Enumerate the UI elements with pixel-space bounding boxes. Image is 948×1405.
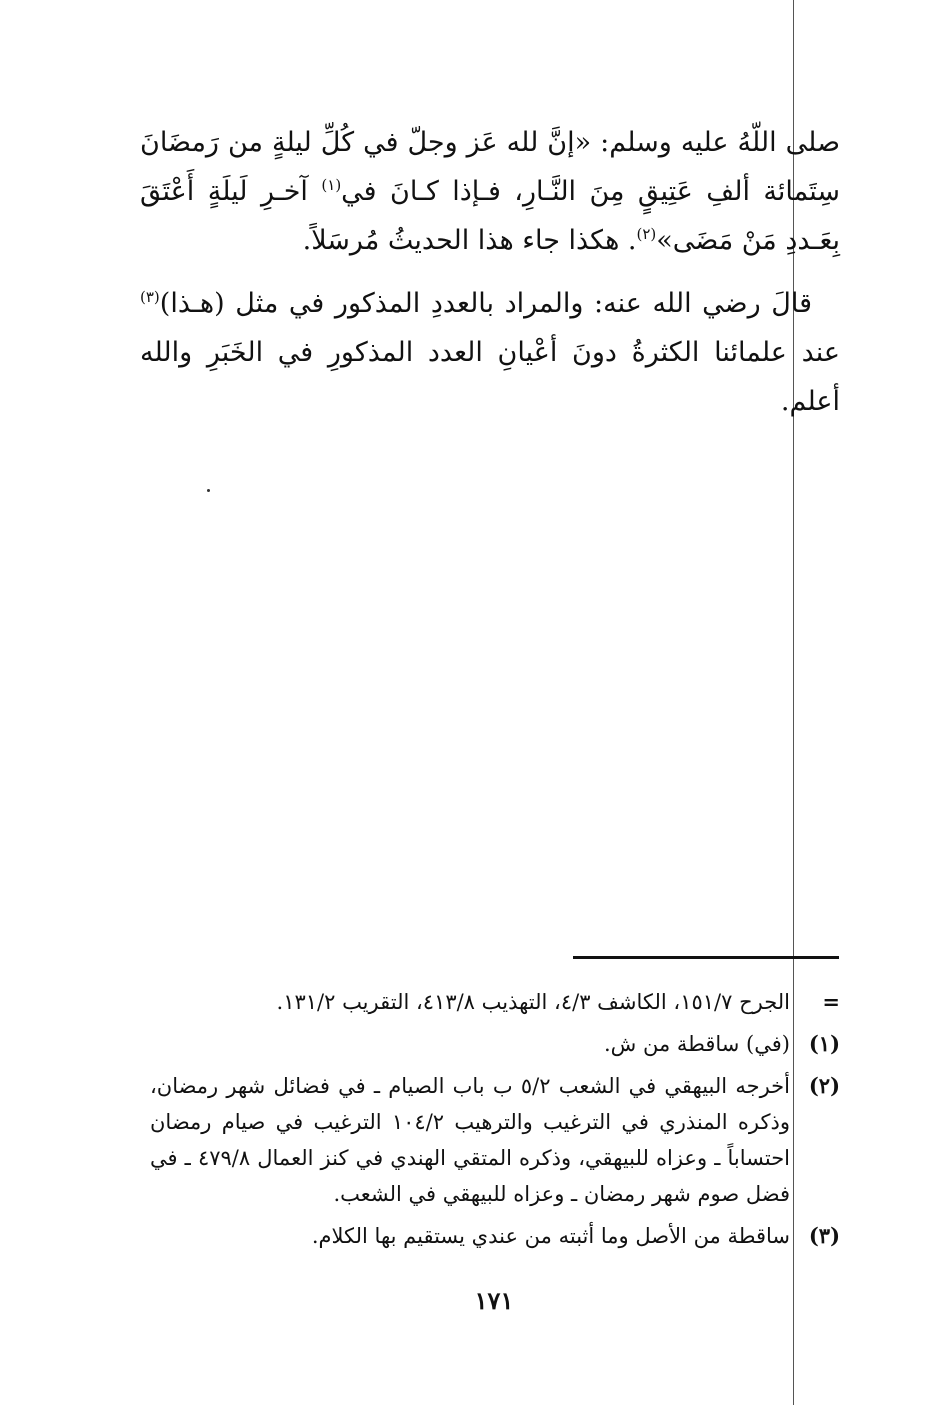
- footnote-separator: [573, 956, 839, 959]
- scan-speck: [207, 489, 210, 492]
- footnote-mark: (٣): [808, 1223, 840, 1248]
- paragraph-1-text-b: آخـرِ لَيلَةٍ أَعْتَقَ بِعَـددِ مَنْ مَضَى»: [140, 176, 840, 256]
- footnote-text: ساقطة من الأصل وما أثبته من عندي يستقيم بها الكلام.: [311, 1224, 790, 1248]
- footnote-text: (في) ساقطة من ش.: [603, 1032, 790, 1056]
- paragraph-2-text: قالَ رضي الله عنه: والمراد بالعددِ المذكور في مثل (هـذا): [159, 288, 812, 319]
- footnote-ref-1[interactable]: (١): [321, 176, 342, 194]
- paragraph-1-text: صلى اللّهُ عليه وسلم: «إنَّ لله عَز وجلّ في كُلِّ ليلةٍ من رَمضَانَ سِتَمائة ألفِ عَتِيقٍ مِنَ النَّـارِ، فـإذا كـانَ في: [140, 127, 841, 207]
- main-text: [140, 118, 840, 426]
- footnote-mark: (١): [808, 1031, 840, 1056]
- footnote-text: أخرجه البيهقي في الشعب ٥/٢ ب باب الصيام ـ في فضائل شهر رمضان، وذكره المنذري في الترغيب والترهيب ١٠٤/٢ الترغيب في صيام رمضان احتساباً ـ وعزاه للبيهقي، وذكره المتقي الهندي في كنز العمال ٤٧٩/٨ ـ في فضل صوم شهر رمضان ـ وعزاه للبيهقي في الشعب.: [150, 1074, 791, 1206]
- footnote-continued: [150, 984, 840, 1020]
- paragraph-hadith: [140, 118, 840, 265]
- footnote-ref-3[interactable]: (٣): [140, 288, 160, 306]
- paragraph-2-text-b: عند علمائنا الكثرةُ دونَ أعْيانِ العدد المذكورِ في الخَبَرِ والله أعلم.: [140, 337, 840, 417]
- page-number: ١٧١: [474, 1286, 514, 1315]
- footnote-2: [150, 1068, 840, 1212]
- footnote-text: الجرح ١٥١/٧، الكاشف ٤/٣، التهذيب ٤١٣/٨، التقريب ١٣١/٢.: [276, 990, 790, 1014]
- footnotes: [150, 984, 840, 1260]
- paragraph-1-text-c: . هكذا جاء هذا الحديثُ مُرسَلاً.: [302, 225, 637, 256]
- paragraph-commentary: [140, 279, 840, 426]
- footnote-3: [150, 1218, 840, 1254]
- footnote-mark: =: [822, 989, 840, 1014]
- footnote-ref-2[interactable]: (٢): [636, 225, 657, 243]
- footnote-1: [150, 1026, 840, 1062]
- footnote-mark: (٢): [808, 1073, 840, 1098]
